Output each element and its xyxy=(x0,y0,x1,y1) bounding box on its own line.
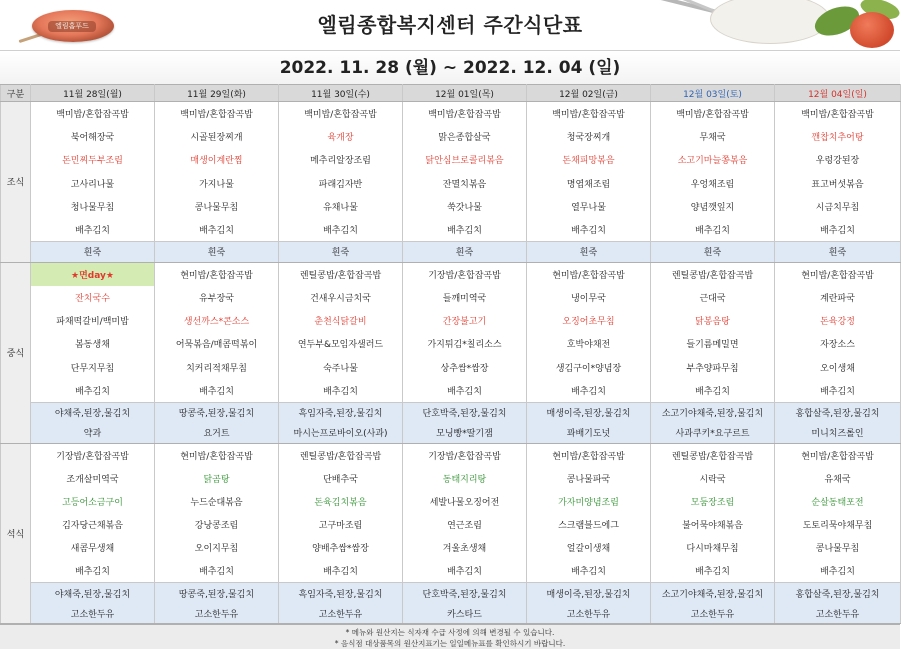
menu-item: 렌틸콩밥/혼합잡곡밥 xyxy=(651,262,775,285)
menu-item: 명엽채조림 xyxy=(527,171,651,194)
menu-item: 순살동태포전 xyxy=(775,490,901,513)
footer-note: * 메뉴와 원산지는 식자재 수급 사정에 의해 변경될 수 있습니다. xyxy=(345,628,555,638)
menu-item: ★면day★ xyxy=(31,262,155,285)
menu-item: 유부장국 xyxy=(155,286,279,309)
menu-item: 고사리나물 xyxy=(31,171,155,194)
menu-row xyxy=(1,309,901,332)
menu-row xyxy=(1,148,901,171)
menu-item: 가지튀김*칠리소스 xyxy=(403,332,527,355)
menu-row xyxy=(1,332,901,355)
menu-sub-item: 야채죽,된장,물김치 xyxy=(31,402,155,423)
day-header-saturday: 12월 03일(토) xyxy=(651,85,775,102)
menu-item: 생김구이*양념장 xyxy=(527,355,651,378)
menu-item: 백미밥/혼합잡곡밥 xyxy=(403,102,527,125)
meal-category: 중식 xyxy=(1,262,31,443)
menu-item: 파래김자반 xyxy=(279,171,403,194)
menu-item: 다시마채무침 xyxy=(651,536,775,559)
menu-sub-row xyxy=(1,583,901,604)
menu-item: 연근조림 xyxy=(403,513,527,536)
menu-row xyxy=(1,560,901,583)
menu-item: 숙주나물 xyxy=(279,355,403,378)
menu-item: 양배추쌈*쌈장 xyxy=(279,536,403,559)
menu-item: 춘천식닭갈비 xyxy=(279,309,403,332)
day-header: 12월 02일(금) xyxy=(527,85,651,102)
header xyxy=(0,0,900,50)
menu-item: 누드순대볶음 xyxy=(155,490,279,513)
menu-item: 배추김치 xyxy=(279,560,403,583)
menu-item: 겨울초생채 xyxy=(403,536,527,559)
day-header-sunday: 12월 04일(일) xyxy=(775,85,901,102)
menu-item: 상추쌈*쌈장 xyxy=(403,355,527,378)
menu-item: 시골된장찌개 xyxy=(155,125,279,148)
menu-item: 치커리적채무침 xyxy=(155,355,279,378)
menu-item: 백미밥/혼합잡곡밥 xyxy=(155,102,279,125)
menu-item: 고구마조림 xyxy=(279,513,403,536)
menu-item: 얼갈이생채 xyxy=(527,536,651,559)
menu-item: 콩나물무침 xyxy=(775,536,901,559)
menu-sub-item: 카스타드 xyxy=(403,604,527,624)
menu-item: 청국장찌개 xyxy=(527,125,651,148)
menu-item: 동태지리탕 xyxy=(403,466,527,489)
menu-item: 계란파국 xyxy=(775,286,901,309)
menu-item: 돈민찌두부조림 xyxy=(31,148,155,171)
tomato-icon xyxy=(850,12,894,48)
menu-item: 스크램블드에그 xyxy=(527,513,651,536)
menu-item: 백미밥/혼합잡곡밥 xyxy=(527,102,651,125)
menu-item: 간장불고기 xyxy=(403,309,527,332)
menu-sub-item: 고소한두유 xyxy=(775,604,901,624)
menu-item: 건새우시금치국 xyxy=(279,286,403,309)
menu-sub-item: 꽈배기도넛 xyxy=(527,423,651,443)
menu-item: 백미밥/혼합잡곡밥 xyxy=(279,102,403,125)
menu-row xyxy=(1,171,901,194)
menu-item: 북어해장국 xyxy=(31,125,155,148)
meal-category: 조식 xyxy=(1,102,31,263)
menu-item: 열무나물 xyxy=(527,195,651,218)
menu-item: 단배추국 xyxy=(279,466,403,489)
menu-sub-item: 마시는프로바이오(사과) xyxy=(279,423,403,443)
menu-item: 매생이계란찜 xyxy=(155,148,279,171)
menu-sub-item: 흰죽 xyxy=(279,241,403,262)
menu-item: 기장밥/혼합잡곡밥 xyxy=(403,443,527,466)
menu-item: 가자미양념조림 xyxy=(527,490,651,513)
menu-item: 배추김치 xyxy=(527,560,651,583)
menu-sub-item: 땅콩죽,된장,물김치 xyxy=(155,583,279,604)
menu-item: 배추김치 xyxy=(651,560,775,583)
menu-item: 시금치무침 xyxy=(775,195,901,218)
menu-item: 현미밥/혼합잡곡밥 xyxy=(527,443,651,466)
menu-item: 백미밥/혼합잡곡밥 xyxy=(775,102,901,125)
menu-item: 배추김치 xyxy=(155,379,279,402)
menu-sub-item: 단호박죽,된장,물김치 xyxy=(403,402,527,423)
menu-item: 렌틸콩밥/혼합잡곡밥 xyxy=(279,443,403,466)
menu-item: 콩나물파국 xyxy=(527,466,651,489)
menu-item: 배추김치 xyxy=(775,379,901,402)
menu-item: 콩나물무침 xyxy=(155,195,279,218)
menu-item: 육개장 xyxy=(279,125,403,148)
menu-item: 가지나물 xyxy=(155,171,279,194)
menu-table xyxy=(0,84,901,624)
menu-sub-item: 매생이죽,된장,물김치 xyxy=(527,402,651,423)
menu-sub-item: 미니치즈롤인 xyxy=(775,423,901,443)
menu-item: 파채떡갈비/백미밥 xyxy=(31,309,155,332)
menu-item: 깬찹치추어탕 xyxy=(775,125,901,148)
menu-item: 유채나물 xyxy=(279,195,403,218)
menu-sub-item: 단호박죽,된장,물김치 xyxy=(403,583,527,604)
menu-sub-item: 고소한두유 xyxy=(651,604,775,624)
menu-row xyxy=(1,102,901,125)
menu-item: 강낭콩조림 xyxy=(155,513,279,536)
menu-item: 부추양파무침 xyxy=(651,355,775,378)
day-header: 11월 29일(화) xyxy=(155,85,279,102)
menu-item: 배추김치 xyxy=(651,218,775,241)
footer-note: * 음식점 대상품목의 원산지표기는 일일메뉴표를 확인하시기 바랍니다. xyxy=(334,639,566,649)
menu-item: 냉이무국 xyxy=(527,286,651,309)
menu-item: 백미밥/혼합잡곡밥 xyxy=(651,102,775,125)
menu-sub-item: 모닝빵*딸기잼 xyxy=(403,423,527,443)
menu-sub-item: 고소한두유 xyxy=(155,604,279,624)
menu-sub-row xyxy=(1,423,901,443)
menu-item: 양념깻잎지 xyxy=(651,195,775,218)
menu-item: 호박야채전 xyxy=(527,332,651,355)
menu-item: 맑은종합살국 xyxy=(403,125,527,148)
menu-sub-item: 소고기야채죽,된장,물김치 xyxy=(651,583,775,604)
menu-item: 단무지무침 xyxy=(31,355,155,378)
menu-row xyxy=(1,490,901,513)
menu-item: 잔멸치볶음 xyxy=(403,171,527,194)
menu-sub-item: 흰죽 xyxy=(31,241,155,262)
menu-item: 우엉채조림 xyxy=(651,171,775,194)
menu-item: 닭곰탕 xyxy=(155,466,279,489)
menu-sub-item: 흰죽 xyxy=(527,241,651,262)
menu-sub-item: 약과 xyxy=(31,423,155,443)
menu-item: 돈육강정 xyxy=(775,309,901,332)
menu-item: 불어묵야채볶음 xyxy=(651,513,775,536)
menu-item: 현미밥/혼합잡곡밥 xyxy=(155,262,279,285)
menu-item: 쑥갓나물 xyxy=(403,195,527,218)
menu-item: 표고버섯볶음 xyxy=(775,171,901,194)
menu-sub-item: 사과쿠키*요구르트 xyxy=(651,423,775,443)
menu-item: 조개살미역국 xyxy=(31,466,155,489)
menu-row xyxy=(1,195,901,218)
day-header: 11월 30일(수) xyxy=(279,85,403,102)
menu-item: 오이생채 xyxy=(775,355,901,378)
menu-item: 기장밥/혼합잡곡밥 xyxy=(403,262,527,285)
menu-item: 현미밥/혼합잡곡밥 xyxy=(155,443,279,466)
menu-sub-row xyxy=(1,402,901,423)
menu-sub-item: 땅콩죽,된장,물김치 xyxy=(155,402,279,423)
menu-item: 현미밥/혼합잡곡밥 xyxy=(527,262,651,285)
menu-item: 모둠장조림 xyxy=(651,490,775,513)
menu-item: 우렁강된장 xyxy=(775,148,901,171)
menu-item: 배추김치 xyxy=(155,560,279,583)
menu-item: 새콤무생채 xyxy=(31,536,155,559)
menu-item: 백미밥/혼합잡곡밥 xyxy=(31,102,155,125)
menu-item: 유채국 xyxy=(775,466,901,489)
menu-sub-item: 고소한두유 xyxy=(279,604,403,624)
menu-row xyxy=(1,218,901,241)
menu-item: 배추김치 xyxy=(403,218,527,241)
gubun-header: 구분 xyxy=(1,85,31,102)
menu-item: 잔치국수 xyxy=(31,286,155,309)
menu-item: 도토리묵야채무침 xyxy=(775,513,901,536)
menu-sub-item: 홍합살죽,된장,물김치 xyxy=(775,402,901,423)
menu-item: 청나물무침 xyxy=(31,195,155,218)
meal-category: 석식 xyxy=(1,443,31,624)
menu-item: 돈채피망볶음 xyxy=(527,148,651,171)
menu-sub-item: 흑임자죽,된장,물김치 xyxy=(279,583,403,604)
day-header: 11월 28일(월) xyxy=(31,85,155,102)
menu-item: 배추김치 xyxy=(403,560,527,583)
menu-item: 연두부&모임자샐러드 xyxy=(279,332,403,355)
menu-row xyxy=(1,125,901,148)
menu-sub-item: 고소한두유 xyxy=(31,604,155,624)
menu-item: 현미밥/혼합잡곡밥 xyxy=(775,262,901,285)
menu-item: 근대국 xyxy=(651,286,775,309)
menu-sub-item: 매생이죽,된장,물김치 xyxy=(527,583,651,604)
menu-row xyxy=(1,286,901,309)
menu-row xyxy=(1,513,901,536)
menu-item: 소고기마늘쫑볶음 xyxy=(651,148,775,171)
menu-item: 오이지무침 xyxy=(155,536,279,559)
menu-item: 메추리알장조림 xyxy=(279,148,403,171)
menu-item: 배추김치 xyxy=(651,379,775,402)
menu-item: 배추김치 xyxy=(31,379,155,402)
day-header: 12월 01일(목) xyxy=(403,85,527,102)
menu-sub-row xyxy=(1,604,901,624)
menu-item: 시락국 xyxy=(651,466,775,489)
menu-item: 현미밥/혼합잡곡밥 xyxy=(775,443,901,466)
menu-row xyxy=(1,355,901,378)
menu-sub-item: 흰죽 xyxy=(775,241,901,262)
menu-sub-item: 홍합살죽,된장,물김치 xyxy=(775,583,901,604)
menu-item: 어묵볶음/매콤떡볶이 xyxy=(155,332,279,355)
menu-item: 배추김치 xyxy=(527,379,651,402)
menu-item: 생선까스*콘소스 xyxy=(155,309,279,332)
menu-item: 배추김치 xyxy=(31,218,155,241)
menu-item: 배추김치 xyxy=(775,218,901,241)
menu-item: 닭안심브로콜리볶음 xyxy=(403,148,527,171)
menu-sub-item: 흰죽 xyxy=(155,241,279,262)
day-header-row xyxy=(1,85,901,102)
menu-sub-item: 흰죽 xyxy=(403,241,527,262)
menu-item: 고등어소금구이 xyxy=(31,490,155,513)
menu-item: 봄동생채 xyxy=(31,332,155,355)
page-title: 엘림종합복지센터 주간식단표 xyxy=(317,13,583,37)
menu-item: 배추김치 xyxy=(279,218,403,241)
menu-item: 김자당근채볶음 xyxy=(31,513,155,536)
menu-item: 렌틸콩밥/혼합잡곡밥 xyxy=(279,262,403,285)
menu-item: 기장밥/혼합잡곡밥 xyxy=(31,443,155,466)
date-range: 2022. 11. 28 (월) ~ 2022. 12. 04 (일) xyxy=(0,50,900,84)
menu-item: 자장소스 xyxy=(775,332,901,355)
menu-row xyxy=(1,443,901,466)
logo-text: 엘림홈푸드 xyxy=(48,21,96,32)
menu-item: 배추김치 xyxy=(775,560,901,583)
menu-item: 렌틸콩밥/혼합잡곡밥 xyxy=(651,443,775,466)
menu-item: 무채국 xyxy=(651,125,775,148)
menu-sub-item: 소고기야채죽,된장,물김치 xyxy=(651,402,775,423)
food-decoration xyxy=(620,0,900,50)
menu-item: 닭봉음탕 xyxy=(651,309,775,332)
menu-item: 오징어초무침 xyxy=(527,309,651,332)
menu-item: 배추김치 xyxy=(403,379,527,402)
menu-item: 들기름메밀면 xyxy=(651,332,775,355)
menu-sub-item: 요거트 xyxy=(155,423,279,443)
plate-icon xyxy=(710,0,830,44)
menu-item: 돈육김치볶음 xyxy=(279,490,403,513)
menu-item: 배추김치 xyxy=(527,218,651,241)
menu-item: 배추김치 xyxy=(279,379,403,402)
menu-row xyxy=(1,379,901,402)
footer-notes xyxy=(0,624,900,649)
menu-item: 배추김치 xyxy=(155,218,279,241)
menu-sub-item: 야채죽,된장,물김치 xyxy=(31,583,155,604)
menu-sub-row xyxy=(1,241,901,262)
menu-sub-item: 흰죽 xyxy=(651,241,775,262)
menu-item: 들깨미역국 xyxy=(403,286,527,309)
menu-row xyxy=(1,466,901,489)
menu-row xyxy=(1,536,901,559)
menu-sub-item: 고소한두유 xyxy=(527,604,651,624)
menu-item: 세발나물오징어전 xyxy=(403,490,527,513)
menu-item: 배추김치 xyxy=(31,560,155,583)
menu-sub-item: 흑임자죽,된장,물김치 xyxy=(279,402,403,423)
menu-row xyxy=(1,262,901,285)
